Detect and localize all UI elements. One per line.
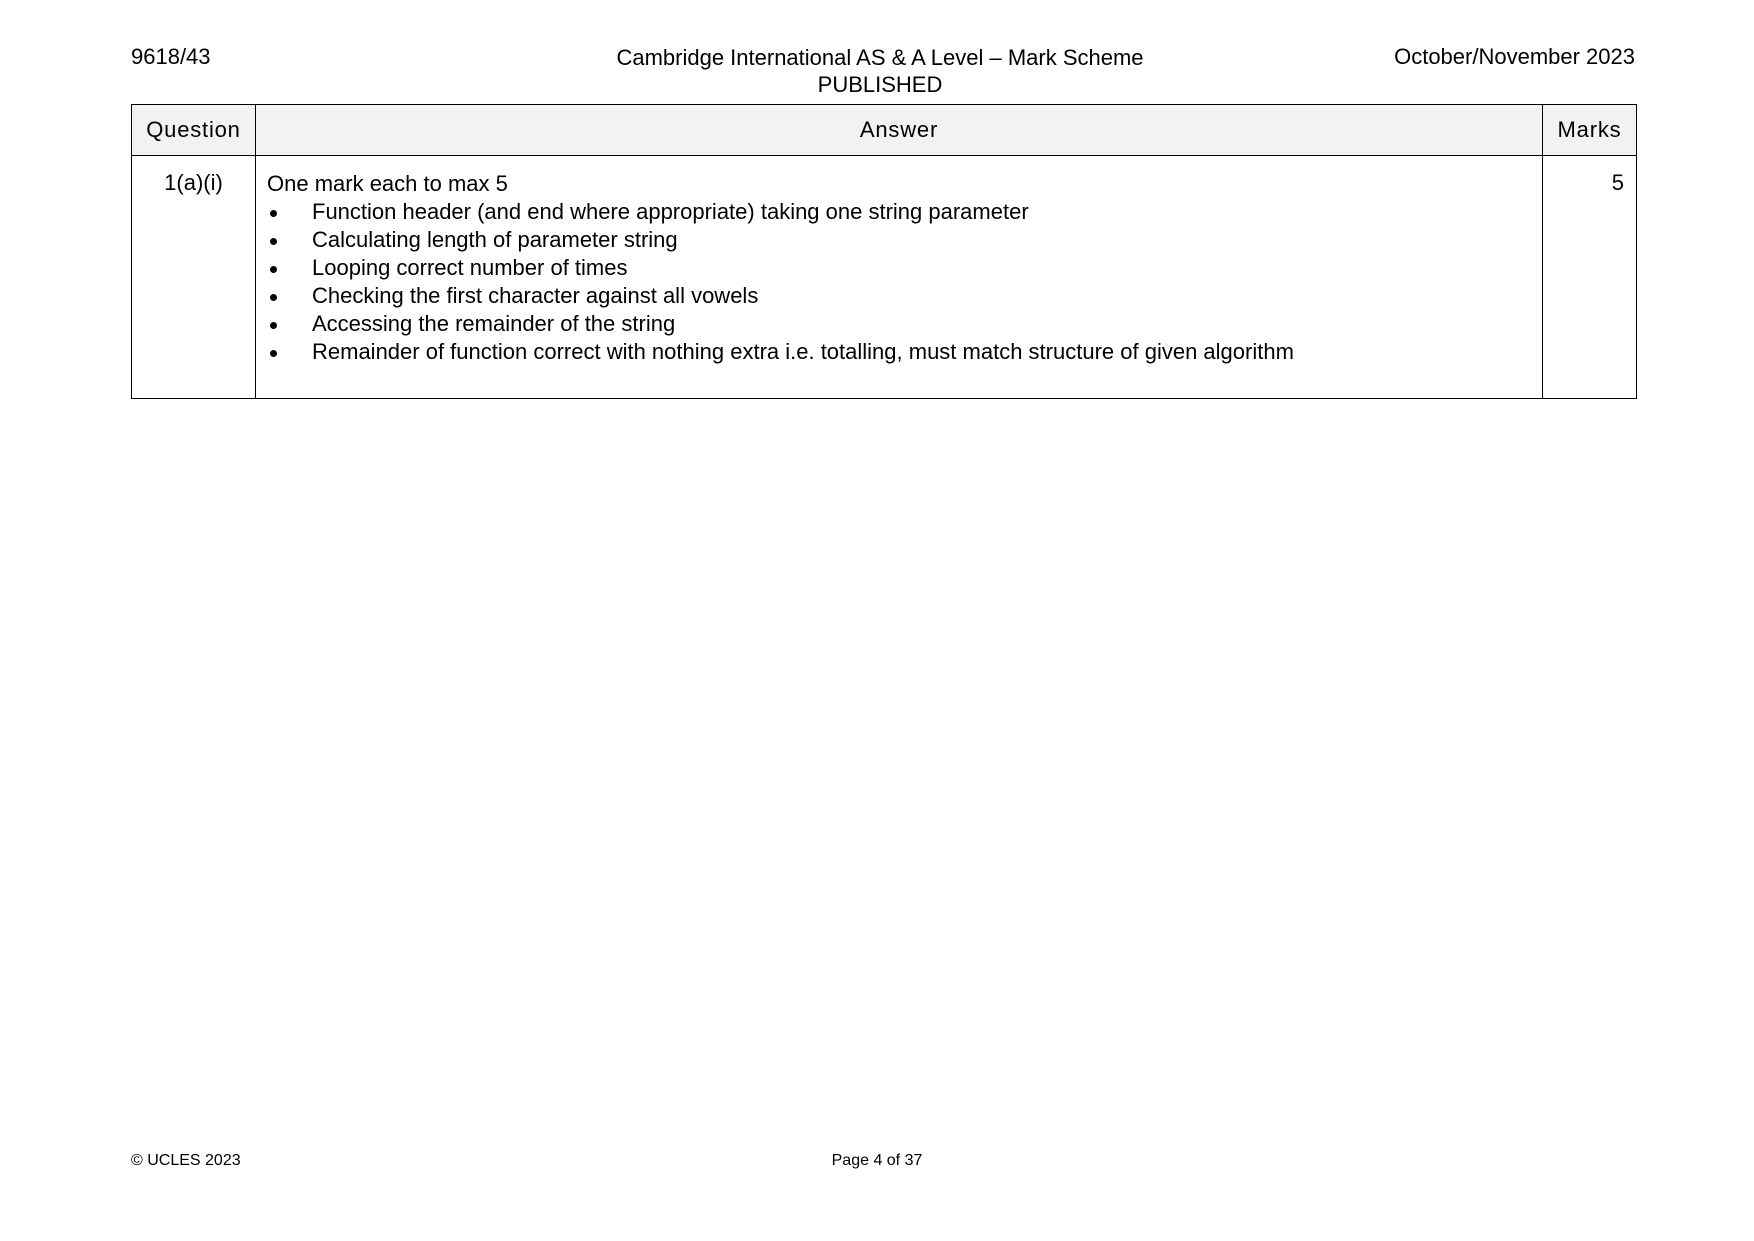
document-title: Cambridge International AS & A Level – Mark Scheme (616, 45, 1144, 70)
list-item: Looping correct number of times (267, 254, 1532, 282)
column-header-answer: Answer (256, 105, 1543, 156)
document-subtitle: PUBLISHED (817, 72, 943, 97)
list-item: Accessing the remainder of the string (267, 310, 1532, 338)
page-number: Page 4 of 37 (831, 1152, 923, 1169)
document-title-block (500, 44, 1260, 98)
answer-bullet-list (267, 198, 1532, 366)
column-header-question: Question (132, 105, 256, 156)
answer-intro: One mark each to max 5 (267, 171, 508, 196)
copyright-notice: © UCLES 2023 (131, 1152, 241, 1169)
list-item: Remainder of function correct with nothing extra i.e. totalling, must match structure of given algorithm (267, 338, 1532, 366)
marks-value: 5 (1543, 156, 1637, 399)
list-item: Checking the first character against all vowels (267, 282, 1532, 310)
table-header-row (132, 105, 1637, 156)
table-row (132, 156, 1637, 399)
list-item: Calculating length of parameter string (267, 226, 1532, 254)
answer-cell (256, 156, 1543, 399)
mark-scheme-table (131, 104, 1637, 399)
exam-session: October/November 2023 (1394, 44, 1635, 69)
question-number: 1(a)(i) (132, 156, 256, 399)
paper-code: 9618/43 (131, 44, 211, 69)
column-header-marks: Marks (1543, 105, 1637, 156)
list-item: Function header (and end where appropriate) taking one string parameter (267, 198, 1532, 226)
